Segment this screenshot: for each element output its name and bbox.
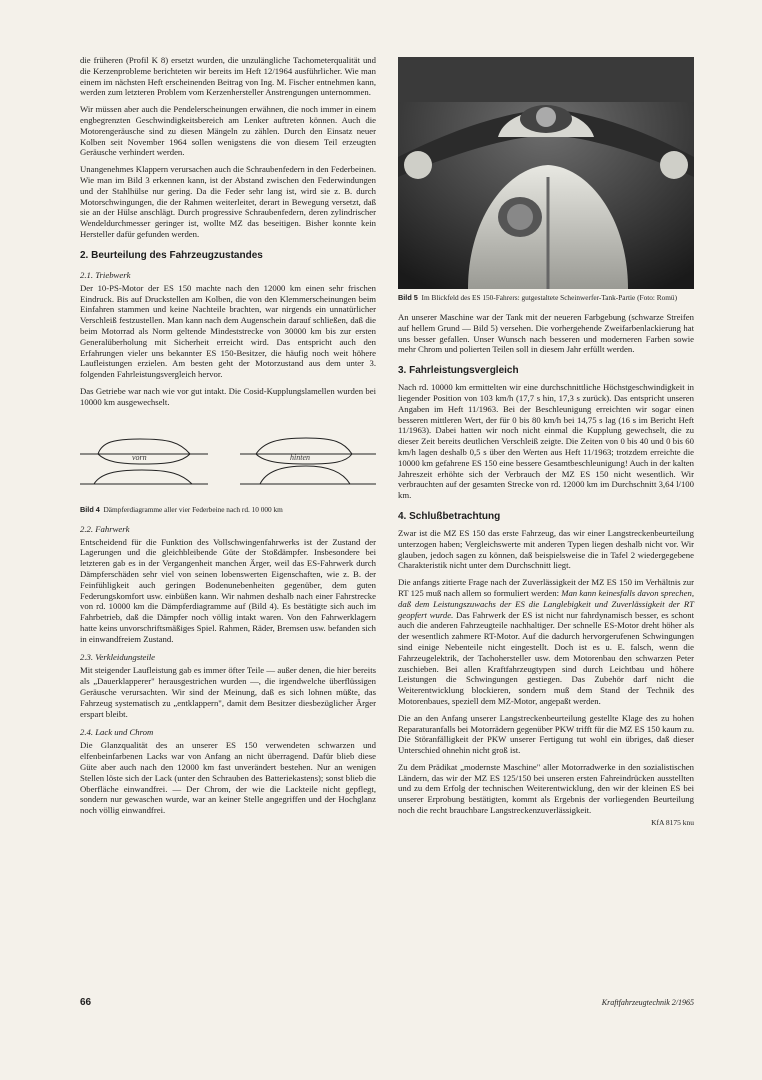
caption-text: Dämpferdiagramme aller vier Federbeine nach rd. 10 000 km	[103, 504, 283, 514]
paragraph: die früheren (Profil K 8) ersetzt wurden, die unzulängliche Tachometerqualität und die Kerzenprobleme berichteten wir bereits im Heft 12/1964 ausführlicher. Wie man einem im nächsten Heft erscheinenden Beitrag von Ing. M. Fischer entnehmen kann, werden zum letzteren Problem vom Kerzenhersteller Anstrengungen unternommen.	[80, 55, 376, 98]
journal-name: Kraftfahrzeugtechnik 2/1965	[601, 998, 694, 1007]
paragraph: Die Glanzqualität des an unserer ES 150 verwendeten schwarzen und elfenbeinfarbenen Lacks war von Anfang an nicht überragend. Dafür blieb diese Güte aber auch nach den 12000 km fast unverändert bestehen. Nur an wenigen Stellen löste sich der Lack (unter den Schrauben des Batteriekastens); sonst blieb die Oberfläche einwandfrei. — Der Chrom, der wie die Lackteile nicht gepflegt, sondern nur gewaschen wurde, war an keiner Stelle angegriffen und der Hochglanz noch völlig einwandfrei.	[80, 740, 376, 816]
page-number: 66	[80, 997, 92, 1008]
caption-label: Bild 5	[398, 293, 418, 302]
paragraph: Der 10-PS-Motor der ES 150 machte nach den 12000 km einen sehr frischen Eindruck. Bis auf Druckstellen am Kolben, die von den Klemmerscheinungen beim Einfahren stammen und keine Nachteile brachten, war nirgends ein unnatürlicher Verschleiß festzustellen. Man kann nach dem Augenschein darauf schließen, daß die beim Motorrad als Norm geltende Mindeststrecke von 30000 km bis zur ersten Generalüberholung mit Sicherheit erreicht wird. Das entspricht auch den Erfahrungen vieler uns bekannter ES 150-Besitzer, die häufig noch weit höhere Laufleistungen erzielen. Am besten geht der Motorzustand aus dem unter 3. folgenden Fahrleistungsvergleich hervor.	[80, 282, 376, 380]
damper-curve	[98, 439, 190, 454]
paragraph: Nach rd. 10000 km ermittelten wir eine durchschnittliche Höchstgeschwindigkeit in liegender Position von 103 km/h (17,7 s hin, 17,3 s zurück). Das entspricht unseren Angaben im Heft 11/1963. Bei der Beschleunigung erreichten wir sogar einen besseren mittleren Wert, der für 0 bis 80 km/h bei 14,75 s lag (16 s im Bericht Heft 11/1963). Dabei hatten wir noch nicht einmal die Kupplung gewechselt, die zu dieser Zeit bereits deutlichen Verschleiß zeigte. Die Zeiten von 0 bis 40 und 0 bis 60 km/h lagen deshalb 0,5 s über den Werten aus Heft 11/1963; trotzdem erreichte die 10000 km gefahrene ES 150 eine bessere Gesamtbeschleunigung! Auch in der kalten Jahreszeit erhöhte sich der Verbrauch der MZ ES 150 nicht wesentlich. Wir verbrauchten auf der gesamten Strecke von rd. 12000 km im Durchschnitt 3,64 l/100 km.	[398, 382, 694, 501]
diagram-label-front: vorn	[132, 452, 147, 462]
damper-curve	[256, 438, 352, 454]
paragraph: Zwar ist die MZ ES 150 das erste Fahrzeug, das wir einer Langstreckenbeurteilung unterzogen haben; Vergleichswerte mit anderen Typen liegen deshalb nicht vor. Wir glauben, jedoch sagen zu können, daß beispielsweise die in Tafel 2 wiedergegebene Charakteristik nicht unter dem Durchschnitt liegt.	[398, 527, 694, 571]
paragraph: Die an den Anfang unserer Langstreckenbeurteilung gestellte Klage des zu hohen Reparaturanfalls bei Motorrädern gegenüber PKW trifft für die MZ ES 150 kaum zu. Die Störanfälligkeit der PKW unserer Fertigung tut wohl ein übriges, daß dieser Unterschied ohnehin nicht groß ist.	[398, 712, 694, 756]
figure-caption	[80, 505, 376, 514]
section-heading: 4. Schlußbetrachtung	[398, 510, 501, 522]
right-column	[398, 55, 694, 827]
paragraph-part: Das Fahrwerk der ES ist nicht nur fahrdynamisch besser, es schont auch die anderen Fahrzeugteile nachhaltiger. Der schnelle ES-Motor dreht höher als der wesentlich zahmere RT-Motor. Auf die dadurch hervorgerufenen Schwingungen sind einige Nebenteile nicht eingestellt. Doch ist es u. E. falsch, wenn die Fahrzeugelektrik, der Tachohersteller usw. dem Motorenbau den schwarzen Peter zuschieben. Bei allen Kraftfahrzeugtypen sind durch Leichtbau und höhere Leistungen die Schwingungen gestiegen. Das Zubehör darf nicht die Weiterentwicklung blockieren, sondern muß dem Stand der Technik des Motorenbaues, speziell dem MZ-Motor, angepaßt werden.	[398, 609, 694, 706]
damper-curve	[260, 466, 350, 484]
article-signature: KfA 8175 knu	[651, 817, 694, 827]
subsection-heading: 2.1. Triebwerk	[80, 269, 131, 280]
section-heading: 3. Fahrleistungsvergleich	[398, 365, 519, 377]
caption-text: Im Blickfeld des ES 150-Fahrers: gutgestaltete Scheinwerfer-Tank-Partie (Foto: Romü)	[421, 293, 678, 302]
photo-image	[398, 57, 694, 289]
paragraph: Wir müssen aber auch die Pendelerscheinungen erwähnen, die noch immer in einem engbegrenzten Geschwindigkeitsbereich am Lenker auftreten können. Auch die Motorengeräusche sind zu diesen Mängeln zu zählen. Durch den Einsatz neuer Kolben seit November 1964 sollen wenigstens die von diesem Teil erzeugten Geräusche verhindert werden.	[80, 104, 376, 158]
paragraph: An unserer Maschine war der Tank mit der neueren Farbgebung (schwarze Streifen auf hellem Grund — Bild 5) versehen. Die vorhergehende Zweifarbenlackierung hat uns besser gefallen. Unser Wunsch nach besseren und moderneren Farben sowie mehr Chrom und polierten Teilen soll in diesem Jahr erfüllt werden.	[398, 312, 694, 355]
damper-diagram	[80, 436, 376, 496]
motorcycle-photo	[398, 57, 694, 289]
subsection-heading: 2.3. Verkleidungsteile	[80, 652, 156, 663]
damper-curve	[94, 470, 192, 484]
paragraph: Unangenehmes Klappern verursachen auch die Schraubenfedern in den Federbeinen. Wie man im Bild 3 erkennen kann, ist der Abstand zwischen den Federwindungen und der Stahlhülse nur gering. Da die Feder sehr lang ist, wird sie z. B. durch Motorschwingungen, die der Rahmen weiterleitet, derart in Bewegung versetzt, daß sie an der Hülse anschlägt. Durch progressive Schraubenfedern, deren zylindrischer Wendeldurchmesser geringer ist, wollte MZ das beseitigen. Bisher konnte kein Hersteller dafür gefunden werden.	[80, 164, 376, 239]
diagram-label-rear: hinten	[290, 452, 310, 462]
paragraph: Das Getriebe war nach wie vor gut intakt. Die Cosid-Kupplungslamellen wurden bei 10000 km ausgewechselt.	[80, 385, 376, 407]
paragraph: Zu dem Prädikat „modernste Maschine" aller Motorradwerke in den sozialistischen Ländern, das wir der MZ ES 125/150 bei unseren ersten Fahreindrücken ausstellten und zu dem Erfolg der technischen Weiterentwicklung, den wir der kleinen ES bei unserer Erprobung bestätigten, kommt als Ergebnis der vorliegenden Beurteilung noch die recht brauchbare Langstreckenzuverlässigkeit.	[398, 761, 694, 816]
paragraph: Mit steigender Laufleistung gab es immer öfter Teile — außer denen, die hier bereits als „Dauerklapperer" herausgestrichen wurden —, die irgendwelche überflüssigen Geräusche verursachten. Wir sind der Meinung, daß es sich lohnen müßte, das Fahrzeug systematisch zu „entklappern", damit dem Besitzer diesbezüglicher Ärger erspart bleibt.	[80, 665, 376, 719]
emphasized-quote: Man kann keinesfalls davon sprechen, daß dem Leistungszuwachs der ES die Langlebigkeit und Zuverlässigkeit der RT geopfert wurde.	[398, 587, 694, 620]
subsection-heading: 2.2. Fahrwerk	[80, 523, 130, 534]
paragraph: Entscheidend für die Funktion des Vollschwingenfahrwerks ist der Zustand der Lagerungen und die gleichbleibende Güte der Stoßdämpfer. Insbesondere bei letzteren gab es in der Vergangenheit manchen Ärger, weil das ES-Fahrwerk durch Dämpferschäden sehr viel von seinen lobenswerten Eigenschaften, wie z. B. der Feinfühligkeit auch geringen Bodenunebenheiten gegenüber, dem guten Federungskomfort usw. einbüßen kann. Wir nahmen deshalb nach einer Fahrstrecke von rd. 10000 km die Dämpferdiagramme auf (Bild 4). Es bestätigte sich auch im Fahrbetrieb, daß die Dämpfer noch völlig intakt waren. Von den Fahrwerklagern hatte keins unvorschriftsmäßiges Spiel. Rahmen, Räder, Bremsen usw. befanden sich in einwandfreiem Zustand.	[80, 536, 376, 644]
figure-caption	[398, 293, 694, 302]
paragraph-part: Die anfangs zitierte Frage nach der Zuverlässigkeit der MZ ES 150 im Verhältnis zur RT 125 muß nach allem so formuliert werden:	[398, 577, 694, 598]
caption-label: Bild 4	[80, 504, 100, 514]
subsection-heading: 2.4. Lack und Chrom	[80, 727, 154, 738]
left-column	[80, 55, 376, 822]
paragraph	[398, 577, 694, 707]
section-heading: 2. Beurteilung des Fahrzeugzustandes	[80, 249, 263, 261]
